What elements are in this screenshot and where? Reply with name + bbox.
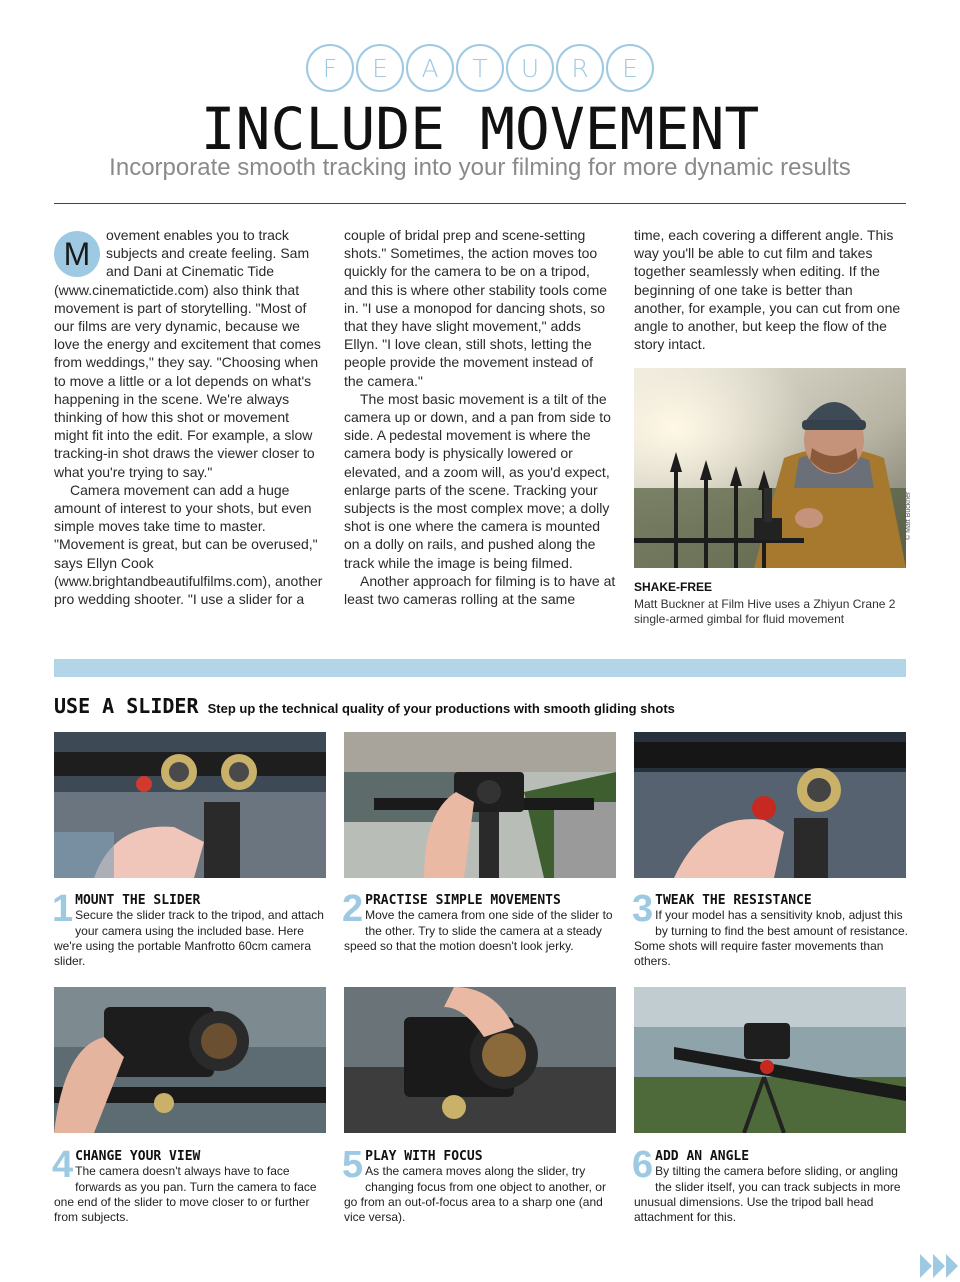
- step-heading: PLAY WITH FOCUS: [365, 1149, 483, 1164]
- caption-body: Matt Buckner at Film Hive uses a Zhiyun Crane 2 single-armed gimbal for fluid movement: [634, 597, 896, 626]
- step-2: [342, 888, 618, 954]
- paragraph: ovement enables you to track subjects and create feeling. Sam and Dani at Cinematic Tide (www.cinematictide.com) also think that movement is part of storytelling. "Most of our films are very dynamic, because we love the energy and excitement that comes from weddings," they say. "Choosing when to move a little or a lot depends on what's happening in the scene. We're always thinking of how this shot or movement might fit into the edit. For example, a slow tracking-in shot draws the viewer closer to what you're trying to say.": [54, 227, 321, 480]
- section-letter: T: [456, 44, 504, 92]
- article-column-3: [634, 226, 906, 353]
- step-text: Move the camera from one side of the slider to the other. Try to slide the camera at a steady speed so that the motion doesn't look jerky.: [344, 908, 613, 953]
- step-2-photo: [344, 732, 616, 878]
- section-letter: A: [406, 44, 454, 92]
- paragraph: time, each covering a different angle. This way you'll be able to cut film and takes together seamlessly when editing. If the beginning of one take is better than another, for example, you can cut from one angle to another, but keep the flow of the story intact.: [634, 227, 901, 353]
- section-bar: [54, 659, 906, 677]
- step-6-photo: [634, 987, 906, 1133]
- step-5-photo: [344, 987, 616, 1133]
- section-letter: E: [356, 44, 404, 92]
- header-divider: [54, 203, 906, 204]
- step-3-photo: [634, 732, 906, 878]
- step-number: 5: [342, 1144, 364, 1186]
- step-1: [52, 888, 328, 969]
- step-text: By tilting the camera before sliding, or angling the slider itself, you can track subjects in more unusual dimensions. Use the tripod ball head attachment for this.: [634, 1164, 901, 1225]
- section-title: USE A SLIDER: [54, 694, 199, 718]
- step-3: [632, 888, 908, 969]
- section-subtitle: Step up the technical quality of your productions with smooth gliding shots: [207, 701, 675, 716]
- step-4: [52, 1144, 328, 1225]
- step-1-photo: [54, 732, 326, 878]
- paragraph: Camera movement can add a huge amount of interest to your shots, but even simple moves take time to master. "Movement is great, but can be overused," says Ellyn Cook (www.brightandbeautifulfilms.com), another pro wedding shooter. "I use a slider for a: [54, 481, 323, 608]
- photo-credit: © Matt Buckner: [905, 491, 912, 540]
- step-text: As the camera moves along the slider, try changing focus from one object to another, or go from an out-of-focus area to a sharp one (and vice versa).: [344, 1164, 606, 1225]
- section-letter: E: [606, 44, 654, 92]
- step-text: Secure the slider track to the tripod, and attach your camera using the included base. Here we're using the portable Manfrotto 60cm camera slider.: [54, 908, 324, 969]
- section-letter: R: [556, 44, 604, 92]
- paragraph: couple of bridal prep and scene-setting shots." Sometimes, the action moves too quickly for the camera to be on a tripod, and this is where other stability tools come in. "I use a monopod for dancing shots, so that they have slight movement," adds Ellyn. "I love clean, still shots, letting the people provide the movement instead of the camera.": [344, 227, 608, 389]
- section-label: [0, 44, 960, 92]
- step-heading: CHANGE YOUR VIEW: [75, 1149, 201, 1164]
- step-5: [342, 1144, 618, 1225]
- step-heading: PRACTISE SIMPLE MOVEMENTS: [365, 893, 561, 908]
- paragraph: The most basic movement is a tilt of the camera up or down, and a pan from side to side. A pedestal movement is where the camera body is physically lowered or elevated, and a zoom will, as you'd expect, enlarge parts of the scene. Tracking your subjects is the most complex move; a dolly shot is one where the camera is mounted on a dolly on rails, and pushed along the track while the image is being filmed.: [344, 390, 611, 571]
- caption-title: SHAKE-FREE: [634, 580, 713, 594]
- article-column-1: [54, 226, 326, 608]
- step-number: 3: [632, 888, 654, 930]
- step-number: 4: [52, 1144, 74, 1186]
- step-4-photo: [54, 987, 326, 1133]
- page-subtitle: Incorporate smooth tracking into your filming for more dynamic results: [109, 154, 851, 181]
- step-number: 6: [632, 1144, 654, 1186]
- step-heading: MOUNT THE SLIDER: [75, 893, 201, 908]
- step-6: [632, 1144, 908, 1225]
- step-text: The camera doesn't always have to face forwards as you pan. Turn the camera to face one end of the slider to move closer to or further from subjects.: [54, 1164, 317, 1225]
- slider-section-heading: [54, 694, 675, 718]
- drop-cap: M: [54, 231, 100, 277]
- step-heading: ADD AN ANGLE: [655, 1149, 750, 1164]
- gimbal-photo: [634, 368, 906, 568]
- continue-arrows-icon: [920, 1254, 960, 1278]
- step-text: If your model has a sensitivity knob, adjust this by turning to find the best amount of resistance. Some shots will require faster movements than others.: [634, 908, 908, 969]
- step-number: 2: [342, 888, 364, 930]
- section-letter: F: [306, 44, 354, 92]
- paragraph: Another approach for filming is to have at least two cameras rolling at the same: [344, 572, 616, 608]
- step-heading: TWEAK THE RESISTANCE: [655, 893, 812, 908]
- page-title: INCLUDE MOVEMENT: [200, 95, 760, 163]
- article-column-2: [344, 226, 616, 608]
- step-number: 1: [52, 888, 74, 930]
- section-letter: U: [506, 44, 554, 92]
